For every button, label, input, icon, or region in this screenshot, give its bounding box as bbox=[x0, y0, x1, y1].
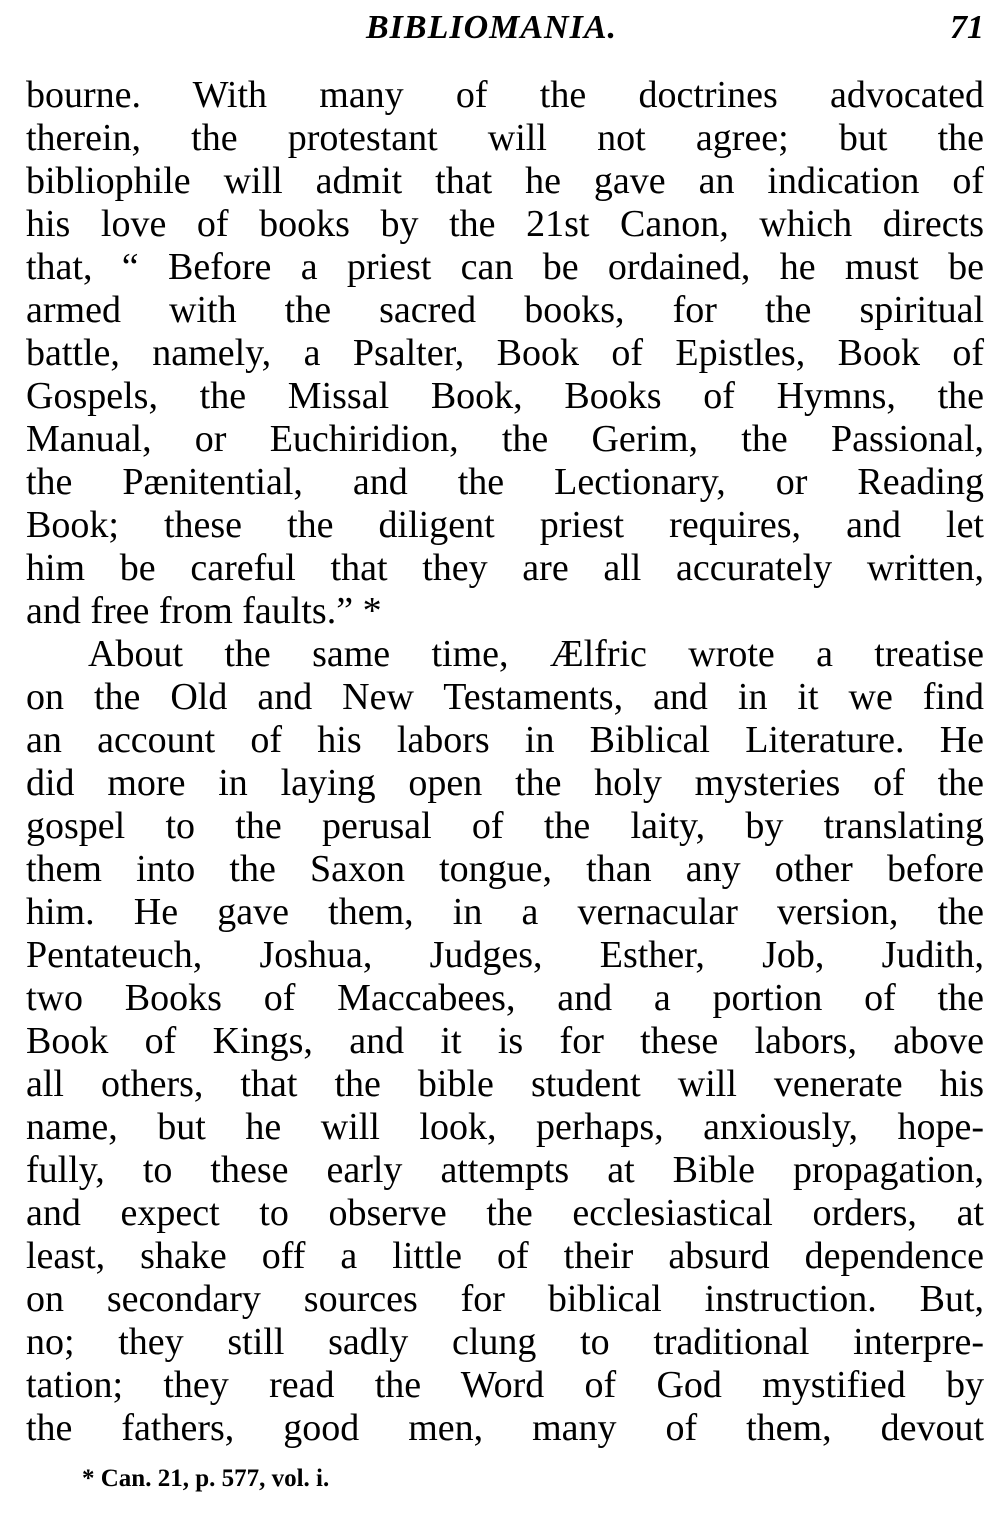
text-line: them into the Saxon tongue, than any other before bbox=[26, 848, 984, 890]
book-page bbox=[26, 0, 984, 1516]
body-text bbox=[26, 74, 984, 1450]
paragraph-2 bbox=[26, 633, 984, 1450]
text-line: all others, that the bible student will venerate his bbox=[26, 1063, 984, 1105]
text-line: Pentateuch, Joshua, Judges, Esther, Job, Judith, bbox=[26, 934, 984, 976]
text-line: did more in laying open the holy mysteries of the bbox=[26, 762, 984, 804]
footnote: * Can. 21, p. 577, vol. i. bbox=[82, 1465, 330, 1492]
text-line: and free from faults.” * bbox=[26, 590, 382, 632]
text-line: the Pænitential, and the Lectionary, or Reading bbox=[26, 461, 984, 503]
text-line: that, “ Before a priest can be ordained, he must be bbox=[26, 246, 984, 288]
text-line: on the Old and New Testaments, and in it we find bbox=[26, 676, 984, 718]
text-line: his love of books by the 21st Canon, which directs bbox=[26, 203, 984, 245]
text-line: name, but he will look, perhaps, anxiously, hope- bbox=[26, 1106, 984, 1148]
text-line: About the same time, Ælfric wrote a treatise bbox=[88, 633, 984, 675]
text-line: and expect to observe the ecclesiastical orders, at bbox=[26, 1192, 984, 1234]
text-line: fully, to these early attempts at Bible propagation, bbox=[26, 1149, 984, 1191]
page-header bbox=[26, 6, 984, 50]
text-line: tation; they read the Word of God mystified by bbox=[26, 1364, 984, 1406]
text-line: no; they still sadly clung to traditional interpre- bbox=[26, 1321, 984, 1363]
text-line: battle, namely, a Psalter, Book of Epistles, Book of bbox=[26, 332, 984, 374]
paragraph-1 bbox=[26, 74, 984, 633]
text-line: armed with the sacred books, for the spiritual bbox=[26, 289, 984, 331]
running-head: BIBLIOMANIA. bbox=[366, 9, 618, 46]
text-line: therein, the protestant will not agree; but the bbox=[26, 117, 984, 159]
text-line: an account of his labors in Biblical Literature. He bbox=[26, 719, 984, 761]
text-line: him. He gave them, in a vernacular version, the bbox=[26, 891, 984, 933]
text-line: least, shake off a little of their absurd dependence bbox=[26, 1235, 984, 1277]
text-line: Book; these the diligent priest requires, and let bbox=[26, 504, 984, 546]
text-line: two Books of Maccabees, and a portion of the bbox=[26, 977, 984, 1019]
text-line: bourne. With many of the doctrines advocated bbox=[26, 74, 984, 116]
page-number: 71 bbox=[950, 9, 984, 46]
text-line: the fathers, good men, many of them, devout bbox=[26, 1407, 984, 1449]
text-line: him be careful that they are all accurately written, bbox=[26, 547, 984, 589]
text-line: bibliophile will admit that he gave an indication of bbox=[26, 160, 984, 202]
text-line: gospel to the perusal of the laity, by translating bbox=[26, 805, 984, 847]
text-line: on secondary sources for biblical instruction. But, bbox=[26, 1278, 984, 1320]
text-line: Gospels, the Missal Book, Books of Hymns, the bbox=[26, 375, 984, 417]
text-line: Book of Kings, and it is for these labors, above bbox=[26, 1020, 984, 1062]
text-line: Manual, or Euchiridion, the Gerim, the Passional, bbox=[26, 418, 984, 460]
